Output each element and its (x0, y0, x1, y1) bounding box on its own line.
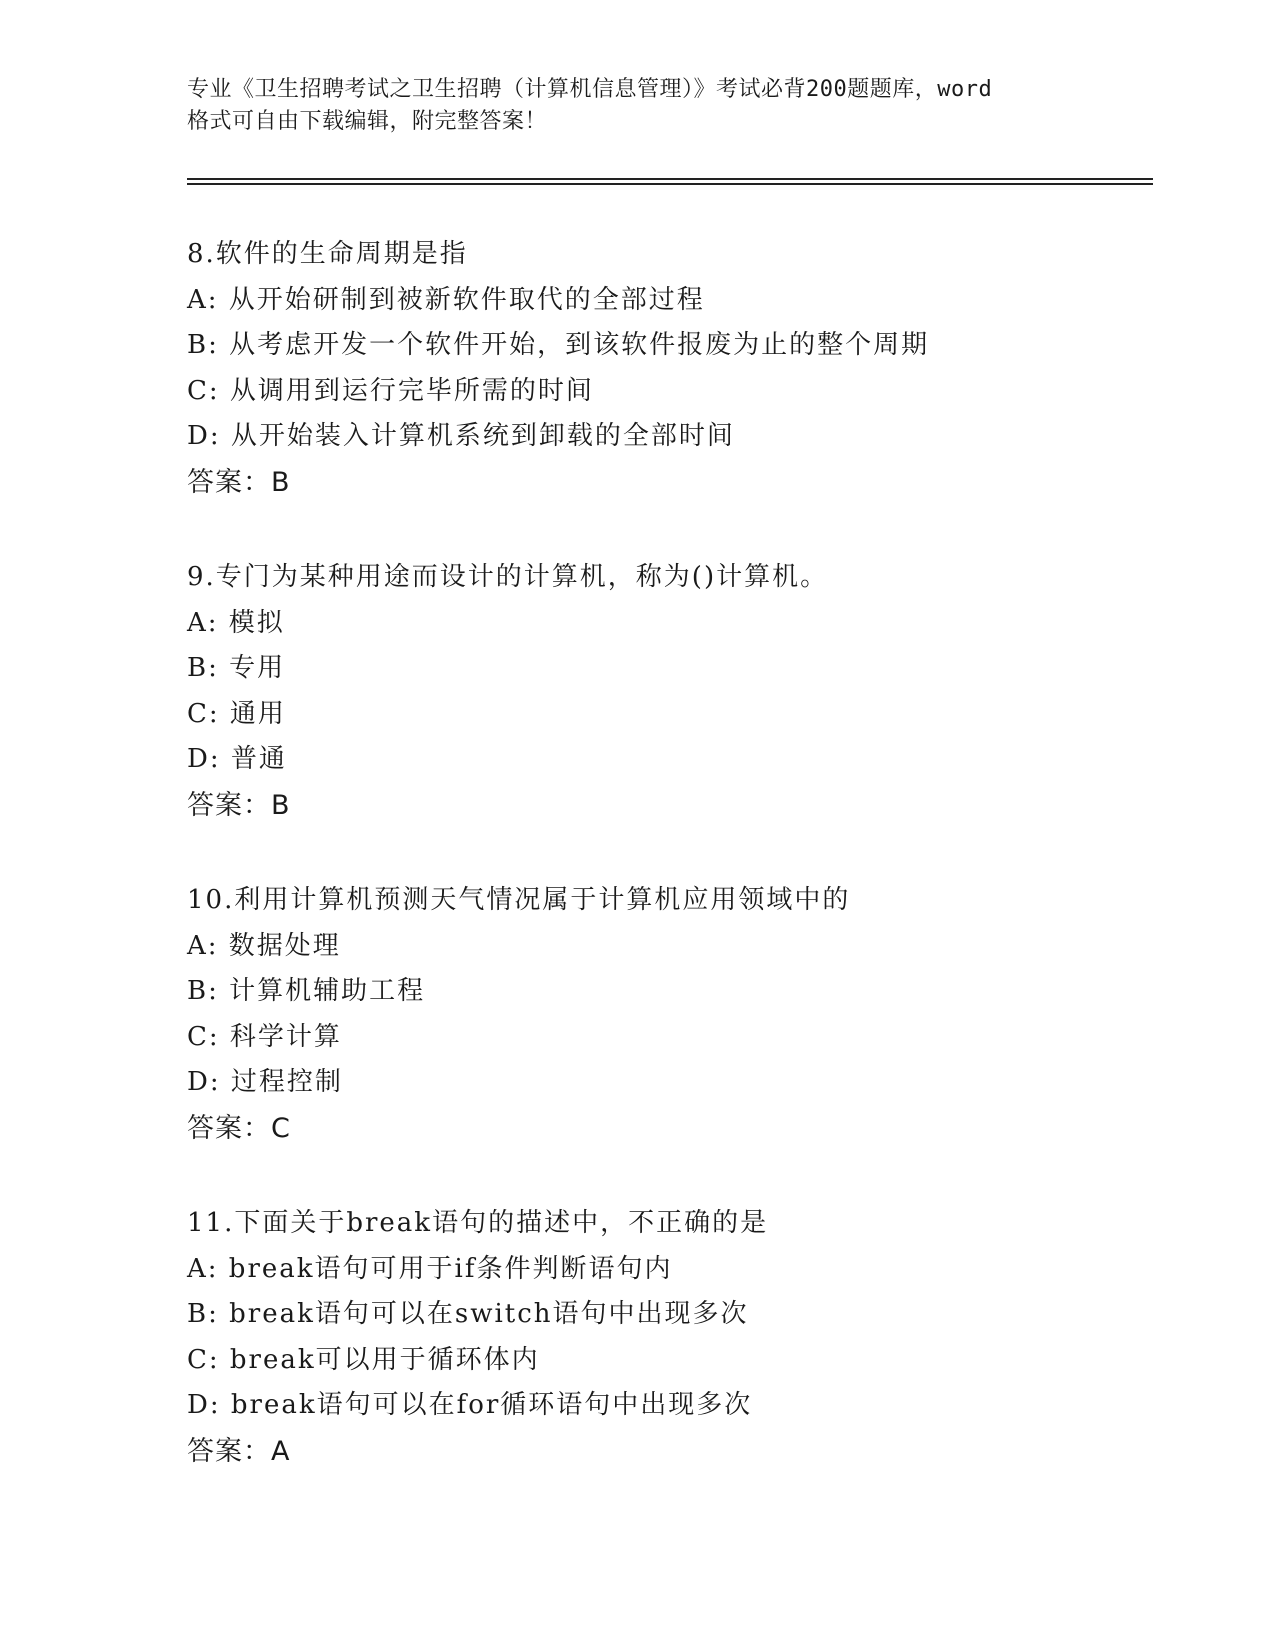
option-d: D: 普通 (187, 744, 287, 774)
header-divider-bottom (187, 183, 1153, 185)
option-a: A: 从开始研制到被新软件取代的全部过程 (187, 284, 705, 315)
question-9 (187, 555, 1153, 828)
header-line-1: 专业《卫生招聘考试之卫生招聘（计算机信息管理）》考试必背200题题库，word (187, 77, 993, 102)
option-a: A: break语句可用于if条件判断语句内 (187, 1253, 673, 1284)
question-11 (187, 1201, 1153, 1474)
answer-label: 答案：A (187, 1435, 291, 1467)
option-b: B: 从考虑开发一个软件开始，到该软件报废为止的整个周期 (187, 330, 930, 360)
option-c: C: 通用 (187, 698, 286, 729)
option-b: B: 计算机辅助工程 (187, 976, 426, 1006)
option-a: A: 模拟 (187, 607, 285, 638)
answer-label: 答案：C (187, 1112, 291, 1144)
option-a: A: 数据处理 (187, 930, 341, 961)
question-stem: 9.专门为某种用途而设计的计算机，称为()计算机。 (187, 562, 829, 592)
option-d: D: 从开始装入计算机系统到卸载的全部时间 (187, 421, 735, 451)
answer-label: 答案：B (187, 466, 291, 498)
question-8 (187, 232, 1153, 505)
option-c: C: break可以用于循环体内 (187, 1344, 540, 1375)
question-10 (187, 878, 1153, 1151)
question-stem: 11.下面关于break语句的描述中，不正确的是 (187, 1208, 769, 1238)
option-b: B: 专用 (187, 653, 286, 683)
header-divider-top (187, 178, 1153, 180)
question-stem: 10.利用计算机预测天气情况属于计算机应用领域中的 (187, 885, 851, 915)
option-c: C: 从调用到运行完毕所需的时间 (187, 375, 594, 406)
document-header (187, 74, 1087, 138)
option-b: B: break语句可以在switch语句中出现多次 (187, 1299, 749, 1329)
question-stem: 8.软件的生命周期是指 (187, 239, 468, 269)
option-c: C: 科学计算 (187, 1021, 342, 1052)
option-d: D: break语句可以在for循环语句中出现多次 (187, 1390, 753, 1420)
header-line-2: 格式可自由下载编辑，附完整答案！ (187, 109, 548, 134)
option-d: D: 过程控制 (187, 1067, 343, 1097)
question-list (187, 232, 1153, 1524)
answer-label: 答案：B (187, 789, 291, 821)
